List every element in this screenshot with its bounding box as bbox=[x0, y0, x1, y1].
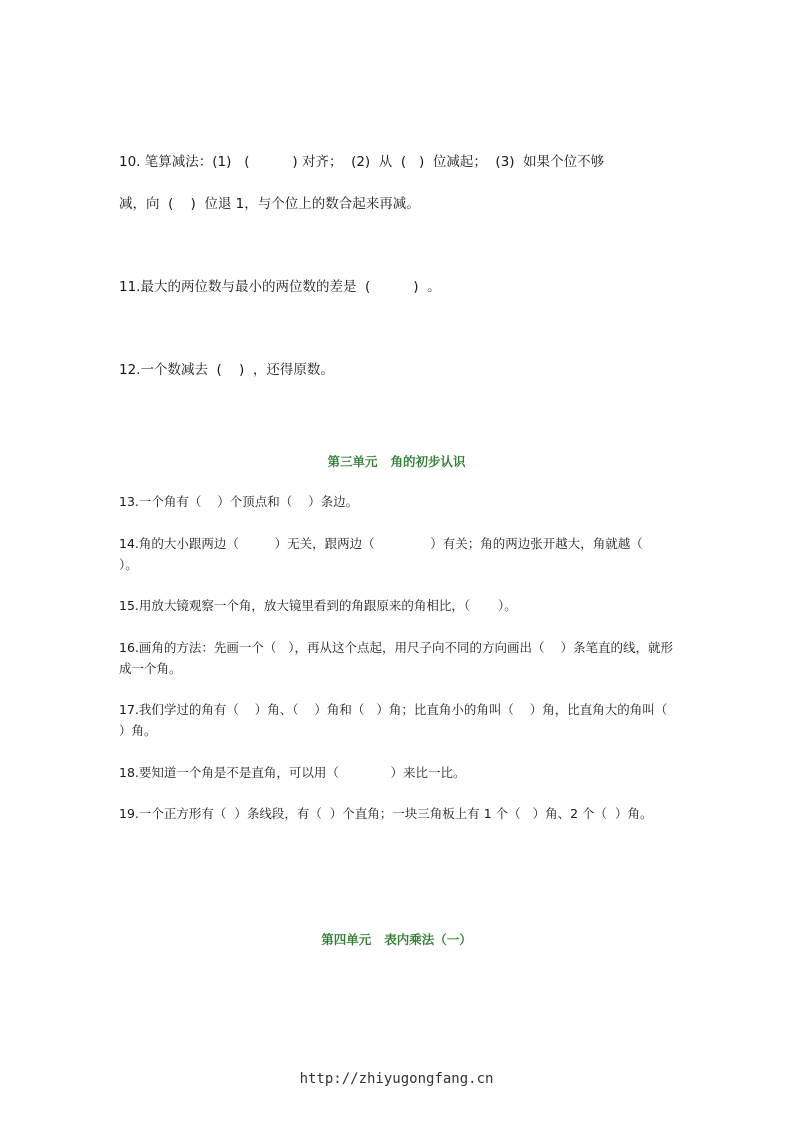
question-10-line-2: 减，向 ( ) 位退 1，与个位上的数合起来再减。 bbox=[119, 196, 420, 212]
unit-3-heading: 第三单元 角的初步认识 bbox=[327, 454, 466, 469]
question-18: 18.要知道一个角是不是直角，可以用（ ）来比一比。 bbox=[119, 765, 466, 780]
question-17: 17.我们学过的角有（ ）角、（ ）角和（ ）角；比直角小的角叫（ ）角，比直角大的角叫（ ）角。 bbox=[119, 702, 680, 738]
question-16: 16.画角的方法：先画一个（ ），再从这个点起，用尺子向不同的方向画出（ ）条笔直的线，就形成一个角。 bbox=[119, 640, 673, 676]
question-19: 19.一个正方形有（ ）条线段，有（ ）个直角；一块三角板上有 1 个（ ）角、2 个（ ）角。 bbox=[119, 806, 653, 821]
unit-4-heading: 第四单元 表内乘法（一） bbox=[321, 932, 472, 947]
question-11: 11.最大的两位数与最小的两位数的差是 ( ) 。 bbox=[119, 279, 441, 295]
question-15: 15.用放大镜观察一个角，放大镜里看到的角跟原来的角相比，（ ）。 bbox=[119, 598, 517, 613]
footer-url: http://zhiyugongfang.cn bbox=[299, 1071, 494, 1087]
question-13: 13.一个角有（ ）个顶点和（ ）条边。 bbox=[119, 494, 359, 509]
question-14: 14.角的大小跟两边（ ）无关，跟两边（ ）有关；角的两边张开越大，角就越（ ）。 bbox=[119, 536, 679, 572]
question-12: 12.一个数减去 ( ) ，还得原数。 bbox=[119, 362, 334, 378]
question-10-line-1: 10. 笔算减法：(1) ( ) 对齐； (2) 从 ( ) 位减起； (3) 如果个位不够 bbox=[119, 154, 605, 170]
